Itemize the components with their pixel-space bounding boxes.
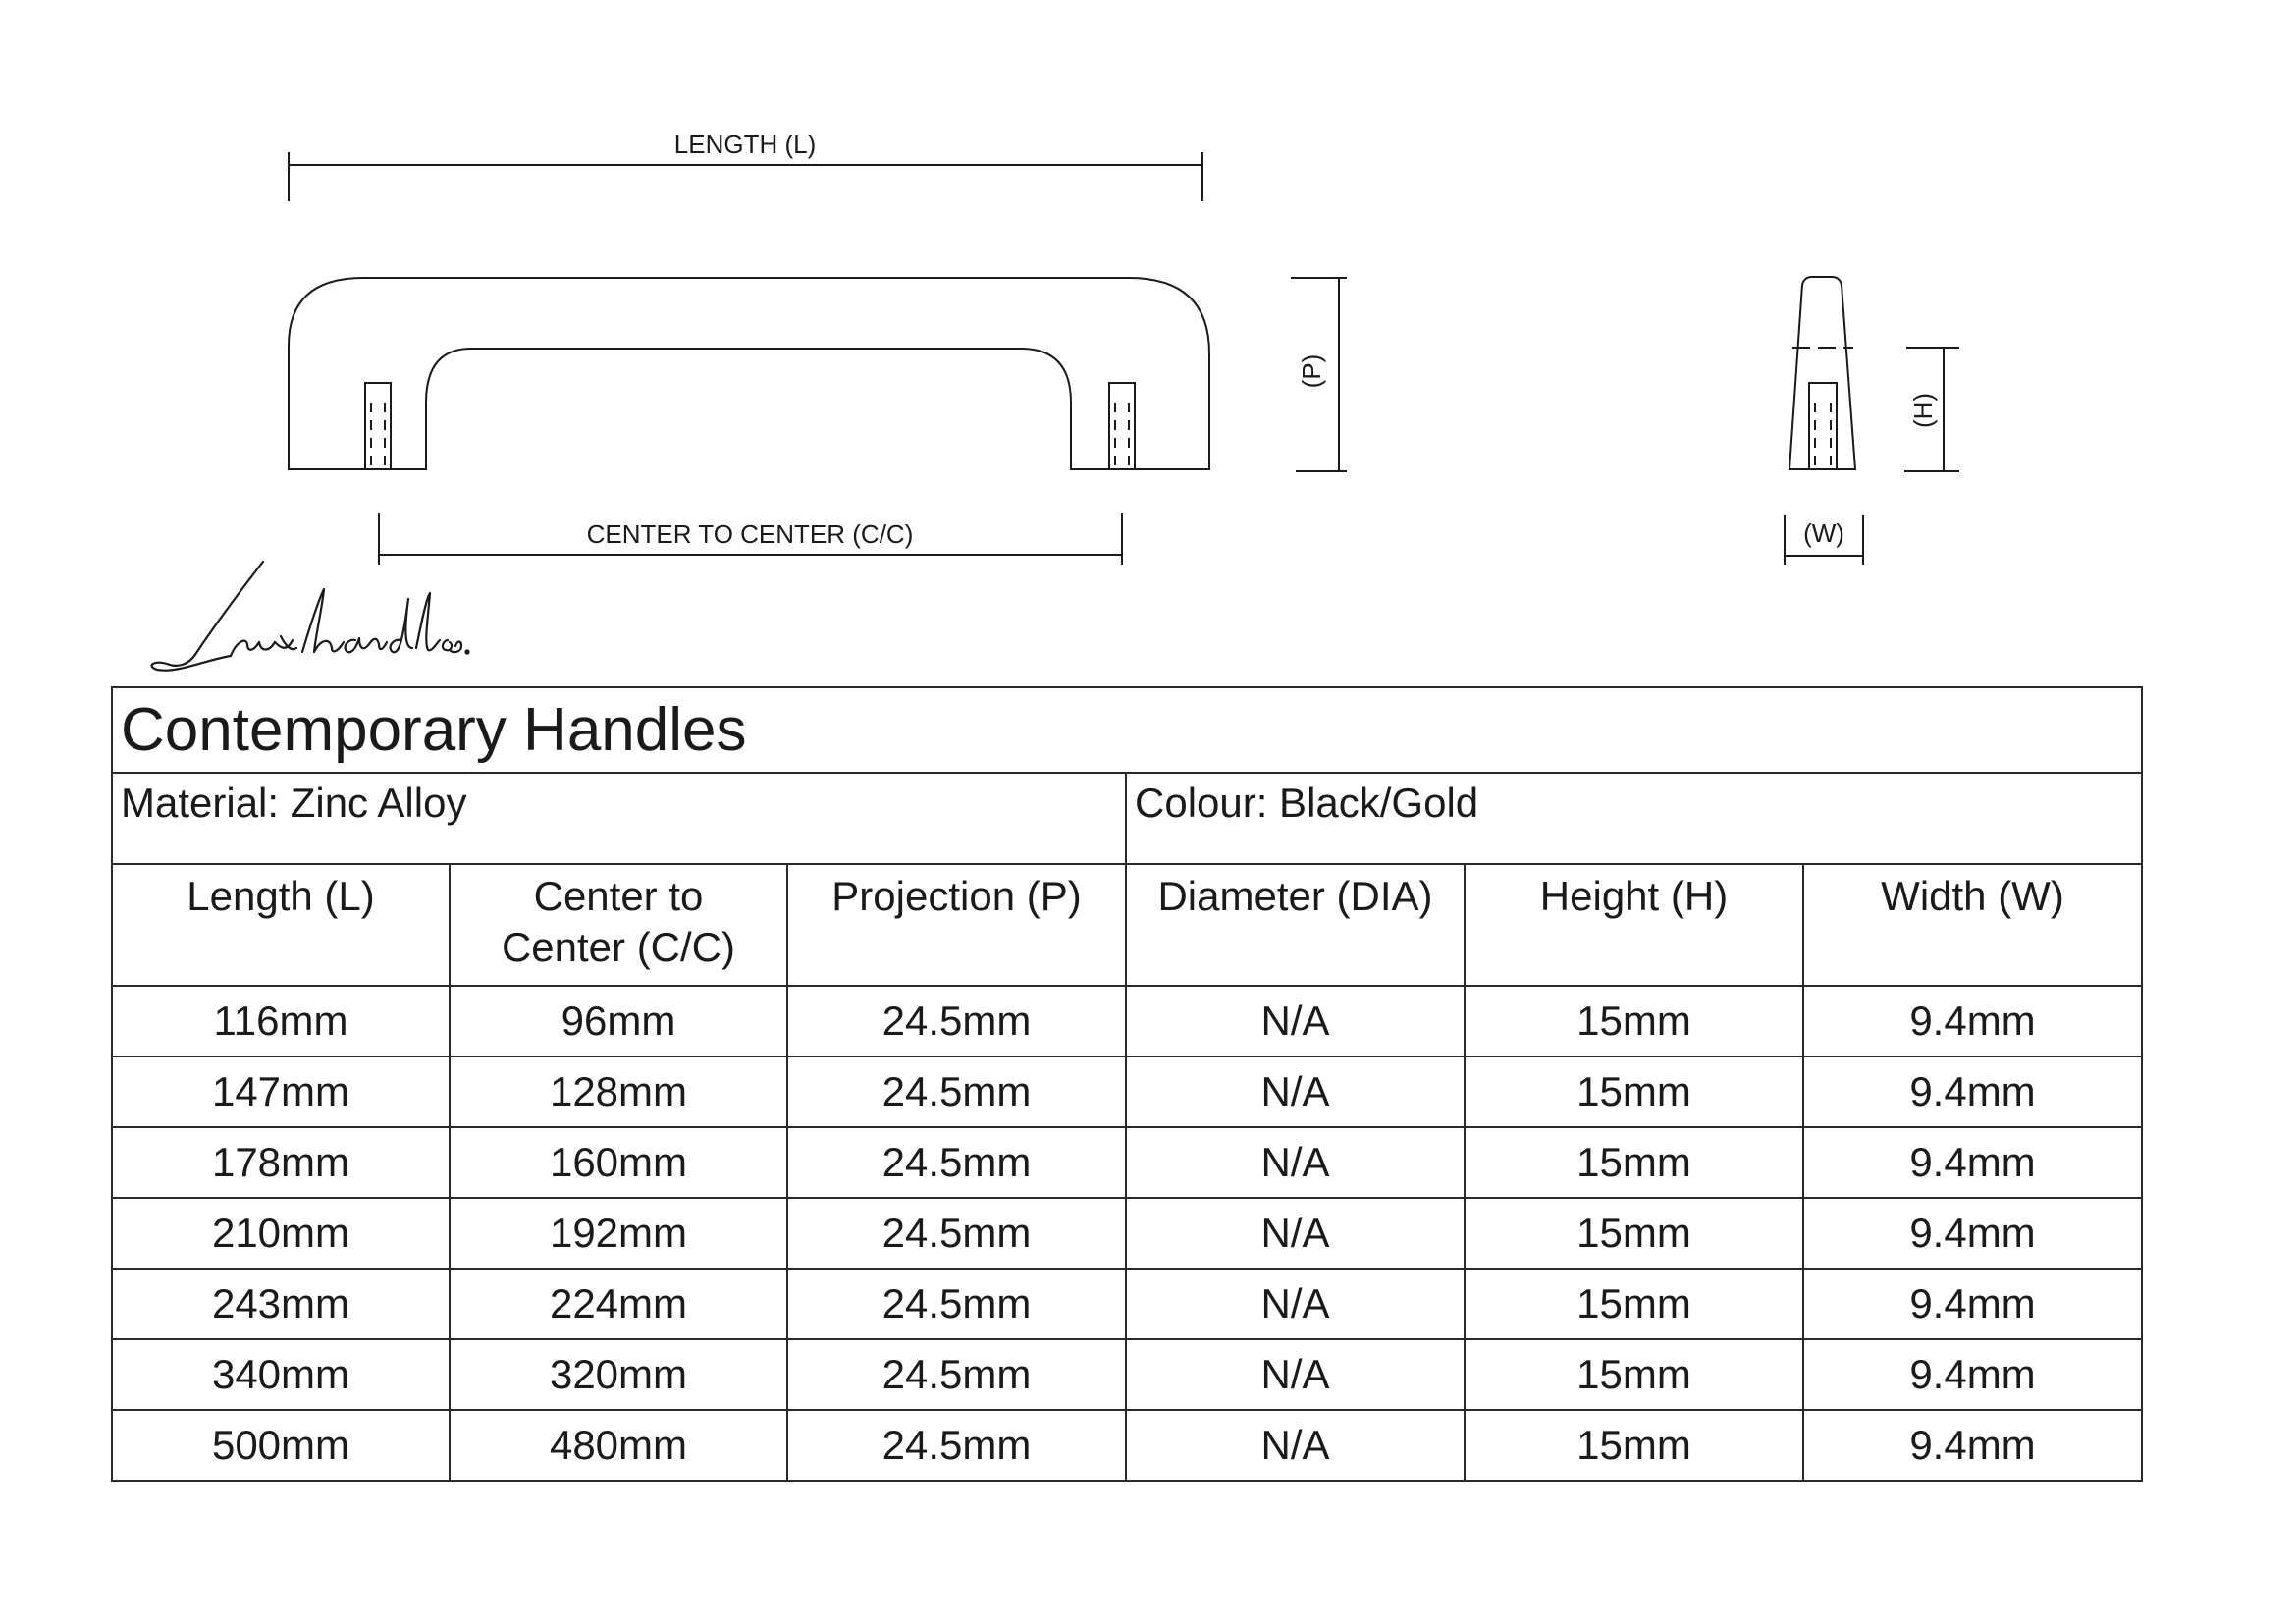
header-text: Length (L) — [187, 873, 375, 919]
header-cell — [787, 864, 1126, 986]
table-row — [112, 1127, 2142, 1198]
length-dimension — [289, 152, 1202, 201]
table-row — [112, 1056, 2142, 1127]
table-cell: 178mm — [112, 1127, 450, 1198]
table-cell: 480mm — [450, 1410, 787, 1481]
table-cell: 147mm — [112, 1056, 450, 1127]
table-cell: N/A — [1126, 986, 1465, 1056]
table-cell: 192mm — [450, 1198, 787, 1269]
colour-cell: Colour: Black/Gold — [1126, 773, 2142, 864]
table-row — [112, 1198, 2142, 1269]
table-cell: 9.4mm — [1803, 1269, 2142, 1339]
table-cell: 9.4mm — [1803, 1198, 2142, 1269]
table-cell: N/A — [1126, 1127, 1465, 1198]
table-row — [112, 986, 2142, 1056]
table-cell: N/A — [1126, 1410, 1465, 1481]
table-cell: 24.5mm — [787, 986, 1126, 1056]
handle-side-view — [1789, 277, 1855, 469]
table-cell: 9.4mm — [1803, 986, 2142, 1056]
header-cell — [450, 864, 787, 986]
info-row — [112, 773, 2142, 864]
table-cell: 15mm — [1465, 986, 1803, 1056]
table-cell: 15mm — [1465, 1339, 1803, 1410]
header-text: Diameter (DIA) — [1157, 873, 1433, 919]
table-cell: 24.5mm — [787, 1127, 1126, 1198]
table-cell: 15mm — [1465, 1198, 1803, 1269]
center-label: CENTER TO CENTER (C/C) — [586, 519, 914, 549]
height-label: (H) — [1908, 392, 1938, 429]
table-cell: 128mm — [450, 1056, 787, 1127]
table-row — [112, 1410, 2142, 1481]
material-cell: Material: Zinc Alloy — [112, 773, 1126, 864]
title-row — [112, 687, 2142, 773]
table-cell: 160mm — [450, 1127, 787, 1198]
projection-label: (P) — [1297, 353, 1326, 389]
table-cell: 9.4mm — [1803, 1127, 2142, 1198]
width-label: (W) — [1803, 518, 1844, 548]
table-cell: N/A — [1126, 1198, 1465, 1269]
table-cell: 24.5mm — [787, 1056, 1126, 1127]
table-cell: 243mm — [112, 1269, 450, 1339]
table-cell: 24.5mm — [787, 1198, 1126, 1269]
table-cell: N/A — [1126, 1056, 1465, 1127]
table-cell: 500mm — [112, 1410, 450, 1481]
header-cell — [112, 864, 450, 986]
table-cell: 24.5mm — [787, 1410, 1126, 1481]
table-cell: 210mm — [112, 1198, 450, 1269]
table-cell: 96mm — [450, 986, 787, 1056]
table-cell: 340mm — [112, 1339, 450, 1410]
table-cell: 15mm — [1465, 1127, 1803, 1198]
table-body — [112, 986, 2142, 1481]
table-row — [112, 1269, 2142, 1339]
header-cell — [1803, 864, 2142, 986]
table-cell: 9.4mm — [1803, 1056, 2142, 1127]
table-cell: N/A — [1126, 1269, 1465, 1339]
mount-post-left — [365, 383, 391, 469]
table-cell: 224mm — [450, 1269, 787, 1339]
header-text: Center to — [533, 873, 704, 919]
mount-post-right — [1109, 383, 1135, 469]
header-text: Width (W) — [1881, 873, 2064, 919]
header-text: Center (C/C) — [501, 924, 736, 970]
handle-front-outline — [289, 278, 1209, 469]
header-text: Height (H) — [1539, 873, 1729, 919]
brand-logo — [137, 550, 471, 677]
header-row — [112, 864, 2142, 986]
header-cell — [1465, 864, 1803, 986]
table-cell: 9.4mm — [1803, 1339, 2142, 1410]
table-cell: 116mm — [112, 986, 450, 1056]
table-row — [112, 1339, 2142, 1410]
header-cell — [1126, 864, 1465, 986]
table-title: Contemporary Handles — [112, 687, 2142, 773]
table-cell: N/A — [1126, 1339, 1465, 1410]
table-cell: 15mm — [1465, 1410, 1803, 1481]
header-text: Projection (P) — [831, 873, 1082, 919]
table-cell: 15mm — [1465, 1056, 1803, 1127]
table-cell: 15mm — [1465, 1269, 1803, 1339]
table-cell: 24.5mm — [787, 1269, 1126, 1339]
spec-table — [111, 686, 2143, 1482]
length-label: LENGTH (L) — [673, 130, 817, 159]
table-cell: 9.4mm — [1803, 1410, 2142, 1481]
table-cell: 24.5mm — [787, 1339, 1126, 1410]
table-cell: 320mm — [450, 1339, 787, 1410]
